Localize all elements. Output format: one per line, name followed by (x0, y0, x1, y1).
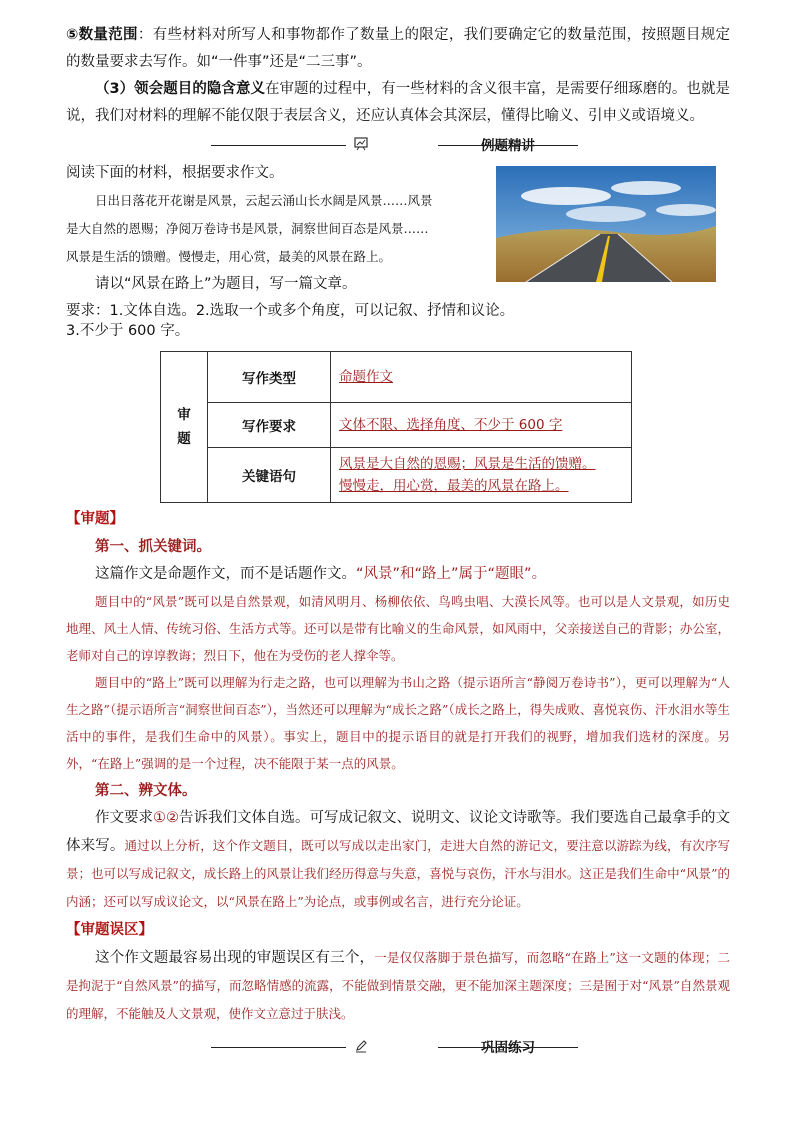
step1-para-3: 题目中的“路上”既可以理解为行走之路，也可以理解为书山之路（提示语所言“静阅万卷诗书”），更可以理解为“人生之路”（提示语所言“洞察世间百态”），当然还可以理解为“成长之路”（成长之路上，得失成败、喜悦哀伤、汗水泪水等生活中的事件，是我们生命中的风景）。事实上，题目中的提示语目的就是打开我们的视野，增加我们选材的深度。另外，“在路上”强调的是一个过程，决不能限于某一点的风景。 (66, 675, 730, 771)
analysis-heading: 【审题】 (66, 511, 124, 527)
intro-paragraph-1 (66, 22, 730, 76)
quantity-range-heading: ⑤数量范围 (66, 27, 138, 43)
intro-text-1: ：有些材料对所写人和事物都作了数量上的限定，我们要确定它的数量范围，按照题目规定的数量要求去写作。如“一件事”还是“二三事”。 (66, 27, 730, 70)
table-value: 文体不限、选择角度、不少于 600 字 (331, 403, 632, 448)
step1-para-2: 题目中的“风景”既可以是自然景观，如清风明月、杨柳依依、鸟鸣虫唱、大漠长风等。也可以是人文景观，如历史地理、风土人情、传统习俗、生活方式等。还可以是带有比喻义的生命风景，如风雨中，父亲接送自己的背影；办公室，老师对自己的谆谆教诲；烈日下，他在为受伤的老人撑伞等。 (66, 594, 730, 663)
material-line: 风景是生活的馈赠。慢慢走，用心赏，最美的风景在路上。 (66, 249, 392, 264)
misconception-heading: 【审题误区】 (66, 922, 153, 938)
material-line: 日出日落花开花谢是风景，云起云涌山长水阔是风景……风景 (95, 193, 433, 208)
page-content (66, 22, 730, 1062)
table-head: 审题 (161, 352, 208, 503)
step2-para: 作文要求①②告诉我们文体自选。可写成记叙文、说明文、议论文诗歌等。我们要选自己最拿手的文体来写。通过以上分析，这个作文题目，既可以写成以走出家门，走进大自然的游记文，要注意以游踪为线，有次序写景；也可以写成记叙文，成长路上的风景让我们经历得意与失意，喜悦与哀伤，汗水与泪水。这正是我们生命中“风景”的内涵；还可以写成议论文，以“风景在路上”为论点，或事例或名言，进行充分论证。 (66, 810, 731, 909)
material-line: 是大自然的恩赐；净阅万卷诗书是风景，洞察世间百态是风景…… (66, 221, 429, 236)
table-label: 写作要求 (208, 403, 331, 448)
table-label: 关键语句 (208, 448, 331, 503)
section-title-example: 例题精讲 (481, 138, 535, 154)
analysis-table (160, 351, 632, 503)
step1-para-1: 这篇作文是命题作文，而不是话题作文。“风景”和“路上”属于“题眼”。 (95, 566, 547, 582)
divider-line (438, 145, 578, 146)
example-text (66, 160, 515, 325)
table-value: 命题作文 (331, 352, 632, 403)
implied-meaning-heading: （3）领会题目的隐含意义 (95, 81, 265, 97)
intro-paragraph-2 (66, 76, 730, 130)
example-block (66, 160, 730, 318)
section-divider-practice (66, 1036, 730, 1060)
step1-heading: 第一、抓关键词。 (95, 539, 211, 555)
table-value: 风景是大自然的恩赐；风景是生活的馈赠。 慢慢走，用心赏，最美的风景在路上。 (331, 448, 632, 503)
divider-line (211, 145, 346, 146)
example-instruction: 阅读下面的材料，根据要求作文。 (66, 165, 284, 181)
chart-board-icon (354, 137, 368, 151)
table-label: 写作类型 (208, 352, 331, 403)
step2-heading: 第二、辨文体。 (95, 783, 197, 799)
road-landscape-photo (496, 166, 716, 282)
example-requirement-1: 要求：1.文体自选。2.选取一个或多个角度，可以记叙、抒情和议论。 (66, 303, 515, 319)
divider-line (438, 1047, 578, 1048)
misconception-para: 这个作文题最容易出现的审题误区有三个，一是仅仅落脚于景色描写，而忽略“在路上”这一文题的体现；二是拘泥于“自然风景”的描写，而忽略情感的流露，不能做到情景交融，更不能加深主题深度；三是囿于对“风景”自然景观的理解，不能触及人文景观，使作文立意过于肤浅。 (66, 950, 730, 1021)
pencil-icon (354, 1039, 368, 1053)
intro-text-2: 在审题的过程中，有一些材料的含义很丰富，是需要仔细琢磨的。也就是说，我们对材料的理解不能仅限于表层含义，还应认真体会其深层，懂得比喻义、引申义或语境义。 (66, 81, 730, 124)
example-requirement-2: 3.不少于 600 字。 (66, 323, 190, 339)
divider-line (211, 1047, 346, 1048)
example-prompt: 请以“风景在路上”为题目，写一篇文章。 (95, 276, 357, 292)
section-title-practice: 巩固练习 (481, 1040, 535, 1056)
section-divider-example (66, 134, 730, 158)
